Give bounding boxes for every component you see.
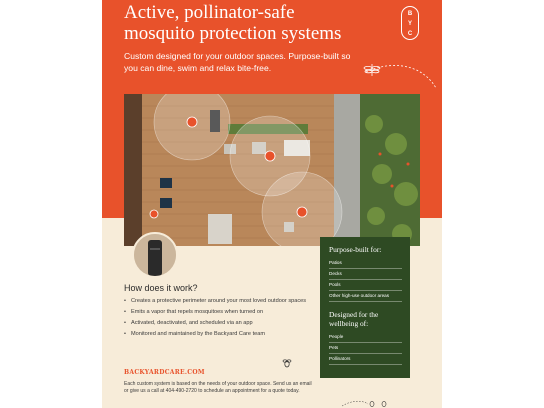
bee-icon: [338, 398, 398, 408]
device-photo: [132, 232, 178, 278]
bee-icon: [282, 358, 292, 368]
how-it-works-title: How does it work?: [124, 283, 198, 293]
wellbeing-list: [329, 332, 402, 365]
badge-letter: C: [407, 31, 413, 37]
list-item: Decks: [329, 269, 402, 280]
byc-badge: [401, 6, 419, 40]
subhead: Custom designed for your outdoor spaces. Purpose-built so you can dine, swim and relax bite-free.: [124, 51, 351, 73]
list-item: Other high-use outdoor areas: [329, 291, 402, 302]
list-item: • Activated, deactivated, and scheduled via an app: [124, 320, 310, 327]
headline-line-2: mosquito protection systems: [124, 23, 342, 44]
purpose-panel: [320, 237, 410, 378]
list-item: People: [329, 332, 402, 343]
list-item: Pollinators: [329, 354, 402, 365]
list-item: • Creates a protective perimeter around your most loved outdoor spaces: [124, 298, 310, 305]
website-link[interactable]: BACKYARDCARE.COM: [124, 369, 205, 376]
headline: [124, 2, 394, 44]
purpose-title: Purpose-built for:: [329, 245, 382, 254]
backyard-aerial-photo: [124, 94, 420, 246]
headline-line-1: Active, pollinator-safe: [124, 2, 295, 23]
list-item: • Emits a vapor that repels mosquitoes when turned on: [124, 309, 310, 316]
how-it-works-list: [124, 298, 310, 342]
badge-letter: Y: [407, 21, 412, 27]
contact-text: Each custom system is based on the needs of your outdoor space. Send us an email or give us a call at 404-490-2720 to schedule an appointment for a quote today.: [124, 381, 312, 394]
badge-letter: B: [407, 11, 413, 17]
list-item: Pets: [329, 343, 402, 354]
flyer: [102, 0, 442, 408]
list-item: Patios: [329, 258, 402, 269]
list-item: • Monitored and maintained by the Backyard Care team: [124, 331, 310, 338]
wellbeing-title: Designed for the wellbeing of:: [329, 310, 379, 328]
purpose-list: [329, 258, 402, 302]
list-item: Pools: [329, 280, 402, 291]
